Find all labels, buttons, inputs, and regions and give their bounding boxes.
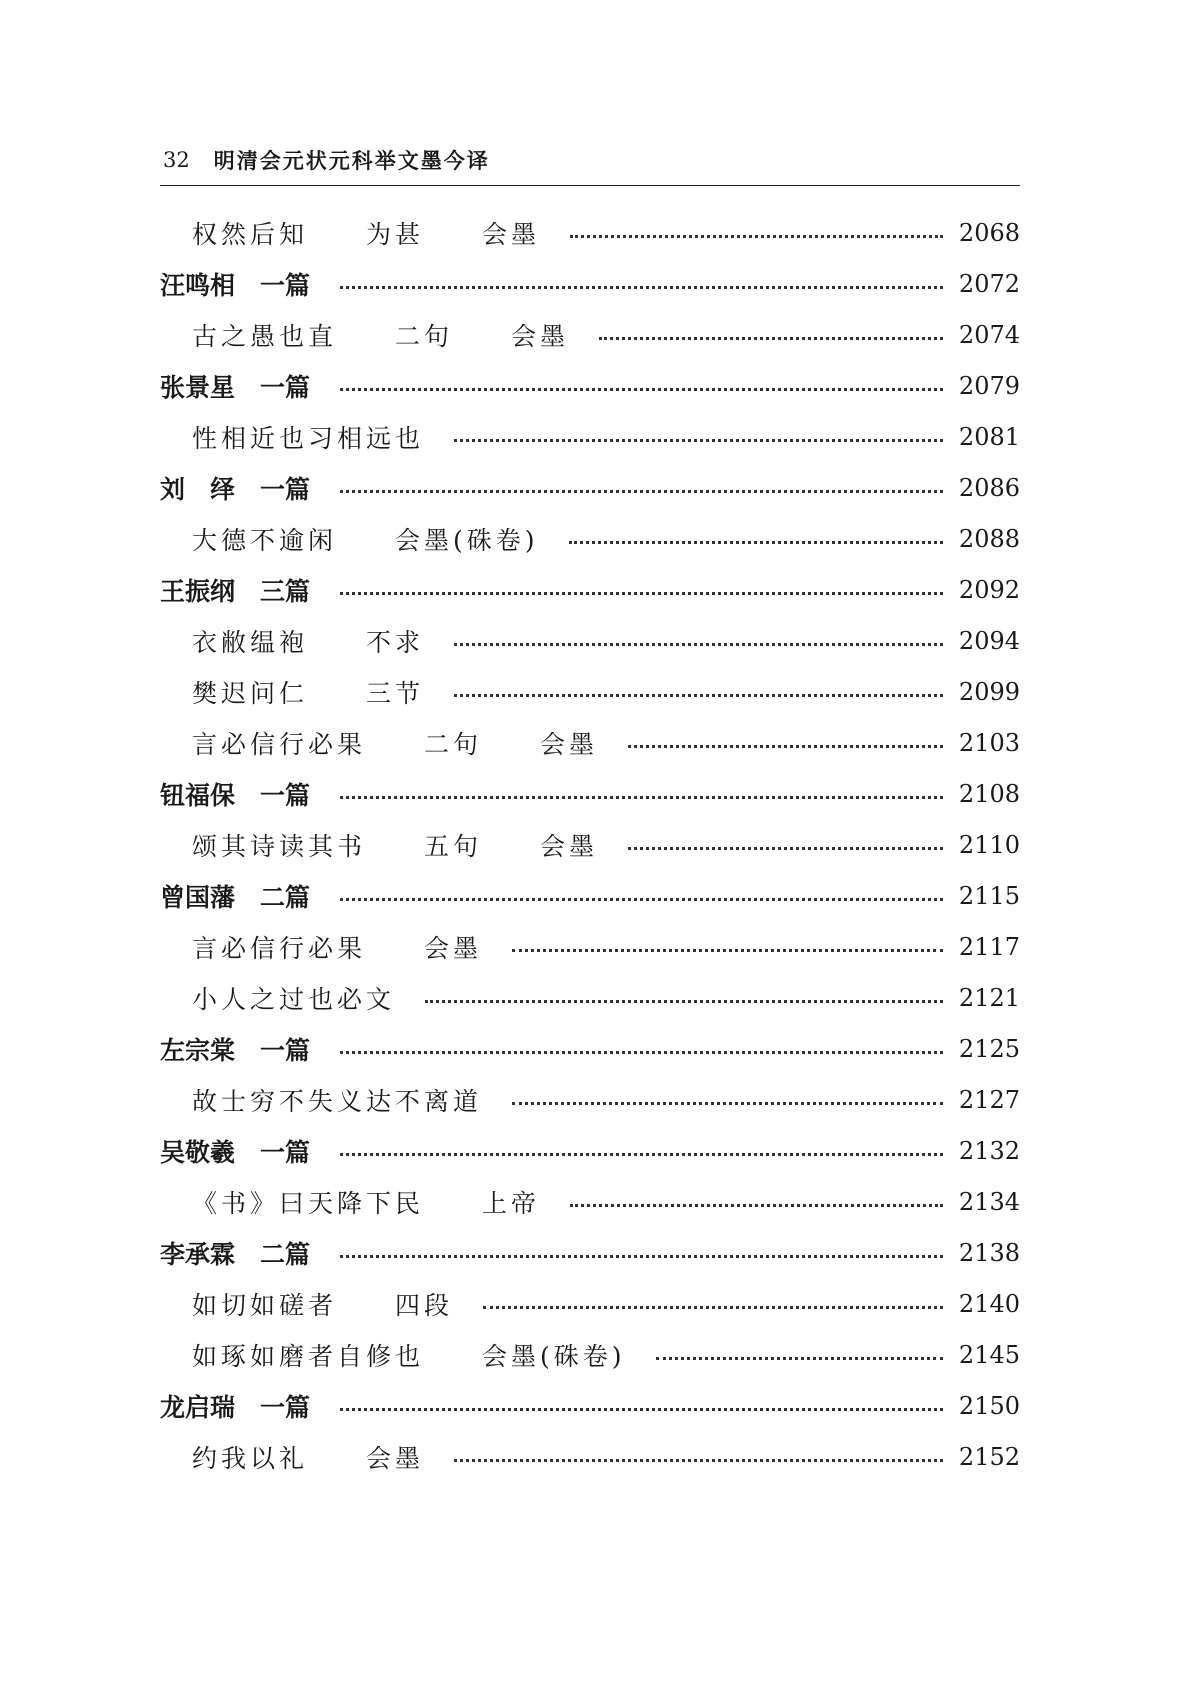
author-name: 汪鸣相 一篇 — [160, 270, 311, 300]
toc-essay-entry — [160, 1329, 1020, 1380]
author-name: 刘 绎 一篇 — [160, 474, 311, 504]
essay-title: 如琢如磨者自修也 会墨(硃卷) — [192, 1341, 626, 1371]
page-ref: 2108 — [958, 779, 1020, 808]
toc-essay-entry — [160, 1431, 1020, 1482]
essay-title: 衣敝缊袍 不求 — [192, 627, 425, 657]
dot-leader — [656, 1357, 943, 1360]
dot-leader — [569, 541, 943, 544]
page-ref: 2115 — [958, 881, 1020, 910]
dot-leader — [340, 592, 943, 595]
dot-leader — [512, 1102, 943, 1105]
page-ref: 2117 — [958, 932, 1020, 961]
dot-leader — [454, 1459, 943, 1462]
essay-title: 言必信行必果 会墨 — [192, 933, 483, 963]
toc-author-entry — [160, 1125, 1020, 1176]
essay-title: 言必信行必果 二句 会墨 — [192, 729, 599, 759]
page-ref: 2145 — [958, 1340, 1020, 1369]
page-ref: 2068 — [958, 218, 1020, 247]
essay-title: 故士穷不失义达不离道 — [192, 1086, 483, 1116]
page-ref: 2150 — [958, 1391, 1020, 1420]
page-number: 32 — [163, 148, 190, 172]
toc-essay-entry — [160, 615, 1020, 666]
toc-essay-entry — [160, 309, 1020, 360]
toc-author-entry — [160, 1227, 1020, 1278]
running-header — [163, 140, 490, 180]
page-ref: 2088 — [958, 524, 1020, 553]
dot-leader — [425, 1000, 943, 1003]
dot-leader — [340, 1153, 943, 1156]
page-ref: 2140 — [958, 1289, 1020, 1318]
header-rule — [160, 185, 1020, 186]
dot-leader — [570, 235, 943, 238]
toc-essay-entry — [160, 1278, 1020, 1329]
essay-title: 性相近也习相远也 — [192, 423, 425, 453]
author-name: 曾国藩 二篇 — [160, 882, 311, 912]
dot-leader — [454, 694, 943, 697]
page-ref: 2132 — [958, 1136, 1020, 1165]
page-ref: 2138 — [958, 1238, 1020, 1267]
dot-leader — [454, 439, 943, 442]
dot-leader — [483, 1306, 943, 1309]
toc-essay-entry — [160, 207, 1020, 258]
dot-leader — [340, 1255, 943, 1258]
dot-leader — [599, 337, 943, 340]
page-ref: 2152 — [958, 1442, 1020, 1471]
dot-leader — [340, 388, 943, 391]
toc-author-entry — [160, 1380, 1020, 1431]
page-ref: 2079 — [958, 371, 1020, 400]
author-name: 左宗棠 一篇 — [160, 1035, 311, 1065]
book-title: 明清会元状元科举文墨今译 — [213, 149, 490, 173]
dot-leader — [340, 1051, 943, 1054]
toc-essay-entry — [160, 921, 1020, 972]
author-name: 李承霖 二篇 — [160, 1239, 311, 1269]
page-ref: 2081 — [958, 422, 1020, 451]
dot-leader — [340, 796, 943, 799]
toc-author-entry — [160, 258, 1020, 309]
toc-author-entry — [160, 1023, 1020, 1074]
toc-author-entry — [160, 462, 1020, 513]
dot-leader — [340, 898, 943, 901]
essay-title: 约我以礼 会墨 — [192, 1443, 425, 1473]
page-ref: 2134 — [958, 1187, 1020, 1216]
page-ref: 2074 — [958, 320, 1020, 349]
page-ref: 2127 — [958, 1085, 1020, 1114]
toc-author-entry — [160, 360, 1020, 411]
author-name: 王振纲 三篇 — [160, 576, 311, 606]
toc-author-entry — [160, 564, 1020, 615]
author-name: 吴敬羲 一篇 — [160, 1137, 311, 1167]
dot-leader — [340, 286, 943, 289]
toc-author-entry — [160, 768, 1020, 819]
essay-title: 如切如磋者 四段 — [192, 1290, 454, 1320]
toc-essay-entry — [160, 513, 1020, 564]
dot-leader — [628, 745, 943, 748]
page-ref: 2125 — [958, 1034, 1020, 1063]
essay-title: 小人之过也必文 — [192, 984, 396, 1014]
dot-leader — [570, 1204, 943, 1207]
page-ref: 2092 — [958, 575, 1020, 604]
essay-title: 权然后知 为甚 会墨 — [192, 219, 541, 249]
author-name: 张景星 一篇 — [160, 372, 311, 402]
essay-title: 《书》曰天降下民 上帝 — [192, 1188, 541, 1218]
page-ref: 2086 — [958, 473, 1020, 502]
essay-title: 樊迟问仁 三节 — [192, 678, 425, 708]
dot-leader — [340, 1408, 943, 1411]
toc-essay-entry — [160, 717, 1020, 768]
page-ref: 2103 — [958, 728, 1020, 757]
author-name: 龙启瑞 一篇 — [160, 1392, 311, 1422]
page-ref: 2110 — [958, 830, 1020, 859]
dot-leader — [512, 949, 943, 952]
toc-essay-entry — [160, 1074, 1020, 1125]
toc-author-entry — [160, 870, 1020, 921]
essay-title: 大德不逾闲 会墨(硃卷) — [192, 525, 539, 555]
essay-title: 古之愚也直 二句 会墨 — [192, 321, 570, 351]
page-ref: 2121 — [958, 983, 1020, 1012]
toc-essay-entry — [160, 411, 1020, 462]
page-ref: 2099 — [958, 677, 1020, 706]
dot-leader — [628, 847, 943, 850]
author-name: 钮福保 一篇 — [160, 780, 311, 810]
toc-essay-entry — [160, 972, 1020, 1023]
toc-essay-entry — [160, 666, 1020, 717]
dot-leader — [454, 643, 943, 646]
toc-essay-entry — [160, 1176, 1020, 1227]
page-ref: 2072 — [958, 269, 1020, 298]
toc-essay-entry — [160, 819, 1020, 870]
essay-title: 颂其诗读其书 五句 会墨 — [192, 831, 599, 861]
table-of-contents — [160, 207, 1020, 1482]
dot-leader — [340, 490, 943, 493]
page-ref: 2094 — [958, 626, 1020, 655]
